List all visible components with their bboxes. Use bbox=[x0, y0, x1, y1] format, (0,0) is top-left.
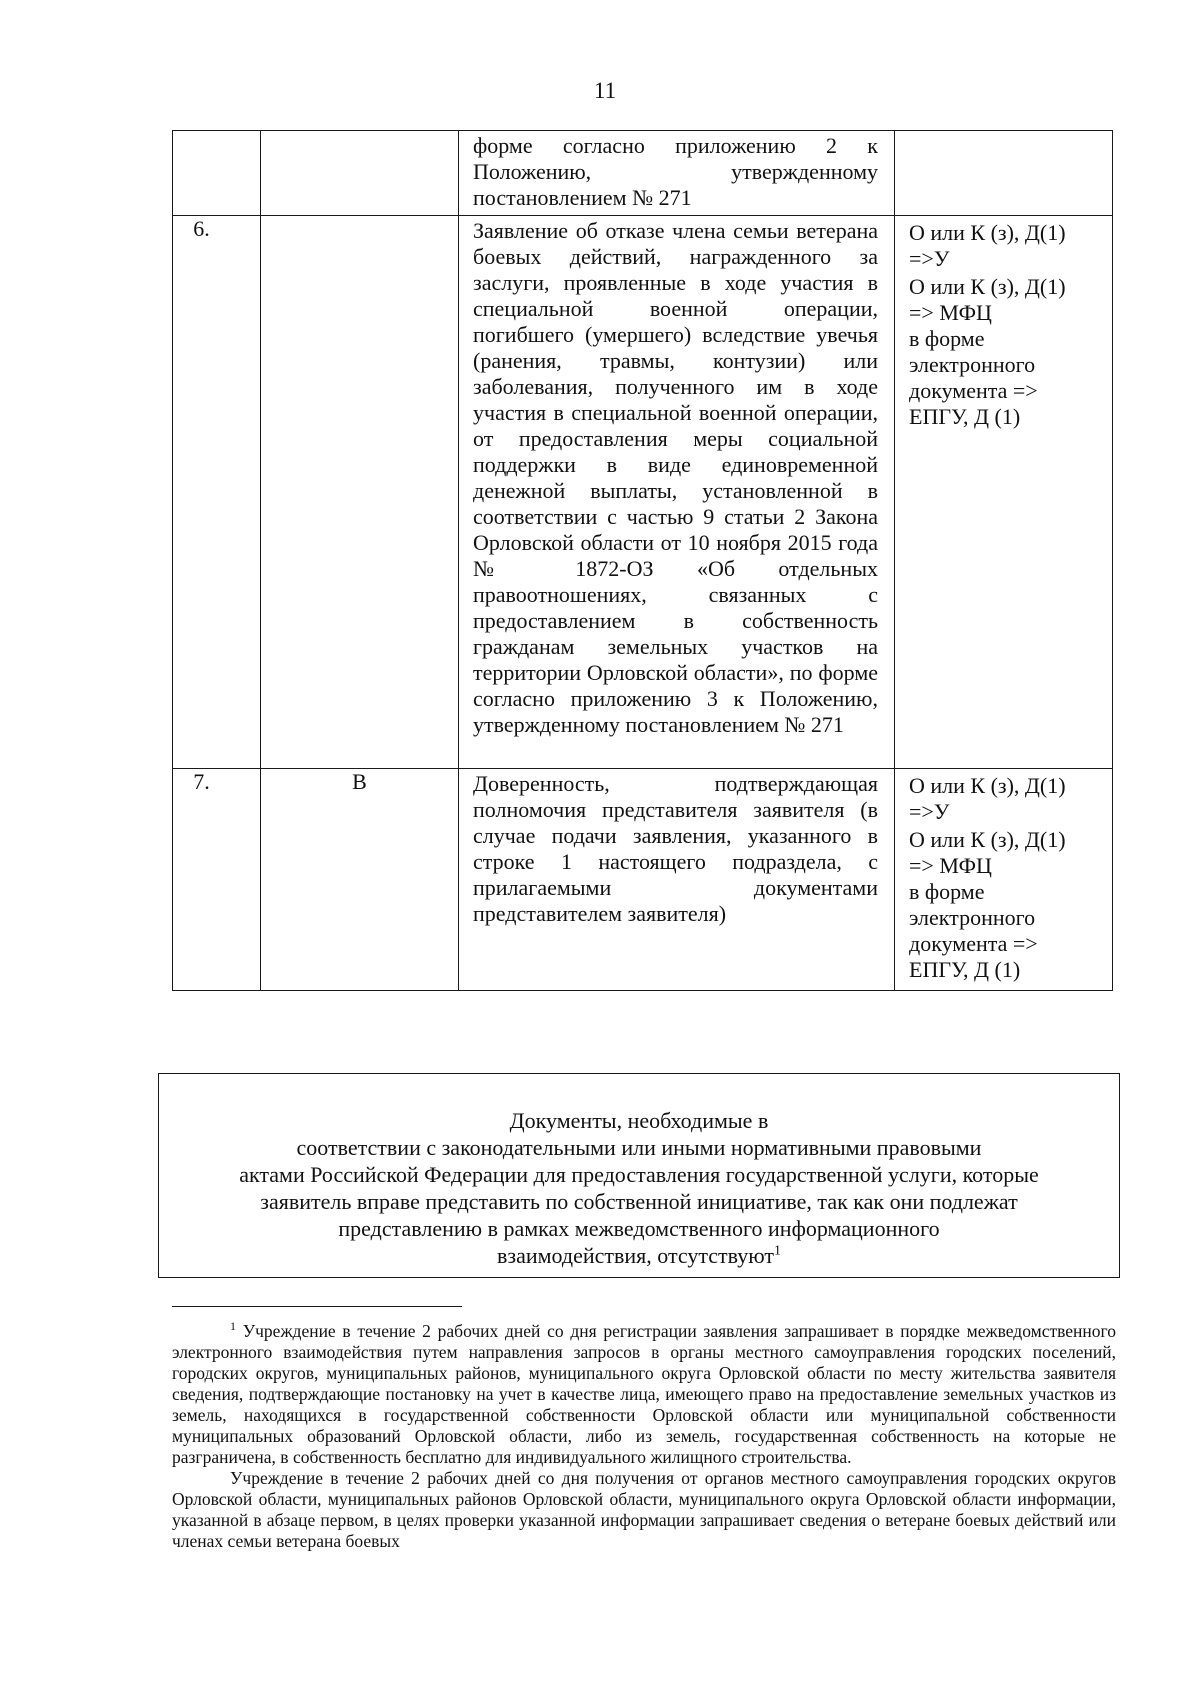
document-description-cell: Доверенность, подтверждающая полномочия представителя заявителя (в случае подачи заявления, указанного в строке 1 настоящего подраздела, с прилагаемыми документами представителем заявителя) bbox=[459, 769, 895, 991]
documents-table bbox=[172, 130, 1113, 991]
footnotes bbox=[172, 1316, 1116, 1552]
note-last-text: взаимодействия, отсутствуют bbox=[496, 1243, 775, 1268]
document-description-cell: Заявление об отказе члена семьи ветерана боевых действий, награжденного за заслуги, проявленные в ходе участия в специальной военной операции, погибшего (умершего) вследствие увечья (ранения, травмы, контузии) или заболевания, полученного им в ходе участия в специальной военной операции, от предоставления меры социальной поддержки в виде единовременной денежной выплаты, установленной в соответствии с частью 9 статьи 2 Закона Орловской области от 10 ноября 2015 года № 1872-ОЗ «Об отдельных правоотношениях, связанных с предоставлением в собственность гражданам земельных участков на территории Орловской области», по форме согласно приложению 3 к Положению, утвержденному постановлением № 271 bbox=[459, 216, 895, 769]
footnote-mark: 1 bbox=[230, 1319, 236, 1333]
submission-method-cell bbox=[895, 131, 1113, 216]
footnote-separator bbox=[172, 1306, 462, 1307]
footnote-paragraph: Учреждение в течение 2 рабочих дней со дня получения от органов местного самоуправления городских округов Орловской области, муниципальных районов Орловской области, муниципального округа Орловской области информации, указанной в абзаце первом, в целях проверки указанной информации запрашивает сведения о ветеране боевых действий или членах семьи ветерана боевых bbox=[172, 1467, 1116, 1551]
table-row-continuation bbox=[173, 131, 1113, 216]
row-number-cell: 7. bbox=[173, 769, 261, 991]
note-line bbox=[159, 1242, 1119, 1269]
row-category-cell bbox=[261, 131, 459, 216]
note-line: актами Российской Федерации для предоставления государственной услуги, которые bbox=[239, 1162, 1039, 1187]
page-number: 11 bbox=[593, 78, 617, 103]
document-description-cell bbox=[459, 131, 895, 216]
note-line: соответствии с законодательными или иными нормативными правовыми bbox=[296, 1135, 982, 1160]
document-text-line: Положению, утвержденному bbox=[473, 159, 878, 184]
table-row-6 bbox=[173, 216, 1113, 769]
footnote-text: Учреждение в течение 2 рабочих дней со дня регистрации заявления запрашивает в порядке межведомственного электронного взаимодействия путем направления запросов в органы местного самоуправления городских поселений, городских округов, муниципальных районов, муниципального округа Орловской области по месту жительства заявителя сведения, подтверждающие постановку на учет в качестве лица, имеющего право на предоставление земельных участков из земель, находящихся в государственной собственности Орловской области или муниципальной собственности муниципальных образований Орловской области, либо из земель, государственная собственность на которые не разграничена, в собственность бесплатно для индивидуального жилищного строительства. bbox=[172, 1320, 1117, 1467]
submission-option: О или К (з), Д(1) =>У bbox=[909, 220, 1066, 271]
table-row-7 bbox=[173, 769, 1113, 991]
submission-method-cell bbox=[895, 216, 1113, 769]
note-line: представлению в рамках межведомственного информационного bbox=[338, 1216, 940, 1241]
document-text-line: постановлением № 271 bbox=[473, 185, 692, 210]
row-number-cell: 6. bbox=[173, 216, 261, 769]
submission-option: О или К (з), Д(1) => МФЦ в форме электронного документа => ЕПГУ, Д (1) bbox=[909, 274, 1066, 429]
note-line: Документы, необходимые в bbox=[509, 1108, 769, 1133]
note-line: заявитель вправе представить по собственной инициативе, так как они подлежат bbox=[260, 1189, 1018, 1214]
submission-method-cell bbox=[895, 769, 1113, 991]
submission-option: О или К (з), Д(1) =>У bbox=[909, 773, 1066, 824]
footnote-reference: 1 bbox=[774, 1243, 782, 1259]
row-number-cell bbox=[173, 131, 261, 216]
document-text-line: форме согласно приложению 2 к bbox=[473, 133, 878, 158]
row-category-cell bbox=[261, 216, 459, 769]
no-interagency-documents-note bbox=[158, 1073, 1120, 1278]
submission-option: О или К (з), Д(1) => МФЦ в форме электронного документа => ЕПГУ, Д (1) bbox=[909, 827, 1066, 982]
row-category-cell: В bbox=[261, 769, 459, 991]
footnote-paragraph bbox=[172, 1316, 1116, 1468]
